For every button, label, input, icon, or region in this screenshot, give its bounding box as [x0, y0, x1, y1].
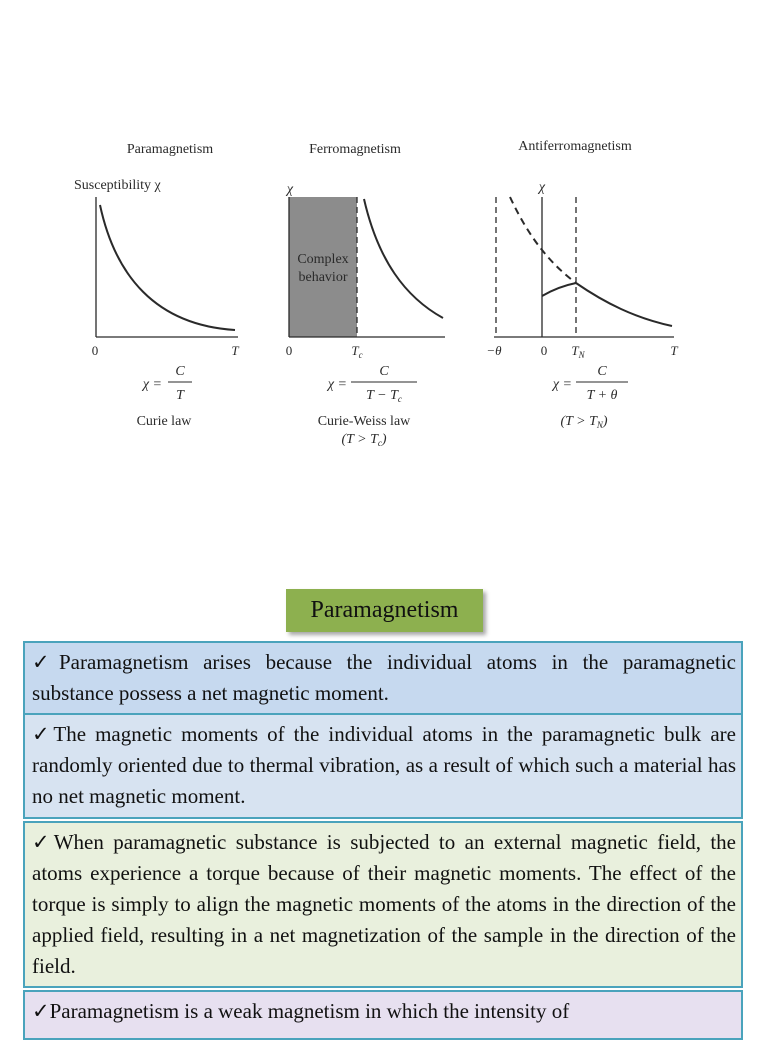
antiferro-formula-numerator: C	[597, 364, 607, 379]
para-title: Paramagnetism	[126, 142, 214, 157]
para-formula-lhs: χ =	[142, 377, 162, 392]
magnetism-susceptibility-figure	[60, 125, 720, 465]
susceptibility-diagram	[60, 125, 720, 465]
para-formula-numerator: C	[175, 364, 185, 379]
ferro-curie-weiss-curve	[364, 199, 443, 318]
ferro-title: Ferromagnetism	[309, 142, 401, 157]
antiferro-curie-weiss-curve	[576, 283, 672, 326]
para-curie-curve	[100, 205, 235, 330]
antiferro-x-label: T	[670, 343, 678, 358]
section-title: Paramagnetism	[286, 589, 483, 632]
bullet-box-4: ✓Paramagnetism is a weak magnetism in which the intensity of	[23, 990, 743, 1040]
antiferro-tn-label: $T_N$	[571, 343, 585, 360]
para-origin-label: 0	[91, 343, 99, 358]
bullet-box-2: ✓The magnetic moments of the individual atoms in the paramagnetic bulk are randomly oriented due to thermal vibration, as a result of which such a material has no net magnetic moment.	[23, 713, 743, 819]
bullet-box-3: ✓When paramagnetic substance is subjected to an external magnetic field, the atoms experience a torque because of their magnetic moments. The effect of the torque is simply to align the magnetic moments of the atoms in the direction of the applied field, resulting in a net magnetization of the sample in the direction of the field.	[23, 821, 743, 988]
antiferro-ylabel: χ	[538, 180, 546, 195]
antiferro-formula-denominator: T + θ	[586, 388, 618, 403]
para-formula-denominator: T	[176, 388, 184, 403]
antiferro-title: Antiferromagnetism	[518, 139, 632, 154]
ferro-region-label-line1: Complex	[297, 252, 349, 267]
ferro-condition: $(T > T_c)$	[341, 432, 387, 448]
antiferro-condition: $(T > T_N)$	[560, 414, 608, 430]
ferro-formula-numerator: C	[379, 364, 389, 379]
antiferro-low-temp-curve	[542, 283, 576, 296]
antiferro-origin-label: 0	[540, 343, 548, 358]
antiferro-neg-theta-label: −θ	[486, 343, 502, 358]
bullet-box-1: ✓Paramagnetism arises because the individual atoms in the paramagnetic substance possess a net magnetic moment.	[23, 641, 743, 715]
antiferro-formula-lhs: χ =	[552, 377, 572, 392]
ferro-origin-label: 0	[285, 343, 293, 358]
ferro-formula-lhs: χ =	[327, 377, 347, 392]
ferro-law-name: Curie-Weiss law	[317, 414, 411, 429]
ferro-formula-denominator: $T - T_c$	[366, 388, 402, 404]
para-x-label: T	[231, 343, 239, 358]
para-ylabel: Susceptibility χ	[74, 178, 161, 193]
ferro-complex-region	[289, 197, 357, 337]
ferro-tc-label: $T_c$	[351, 343, 363, 360]
para-law-name: Curie law	[136, 414, 192, 429]
antiferro-extrapolated-curve	[510, 197, 576, 283]
ferro-ylabel: χ	[286, 182, 294, 197]
ferro-region-label-line2: behavior	[298, 270, 348, 285]
